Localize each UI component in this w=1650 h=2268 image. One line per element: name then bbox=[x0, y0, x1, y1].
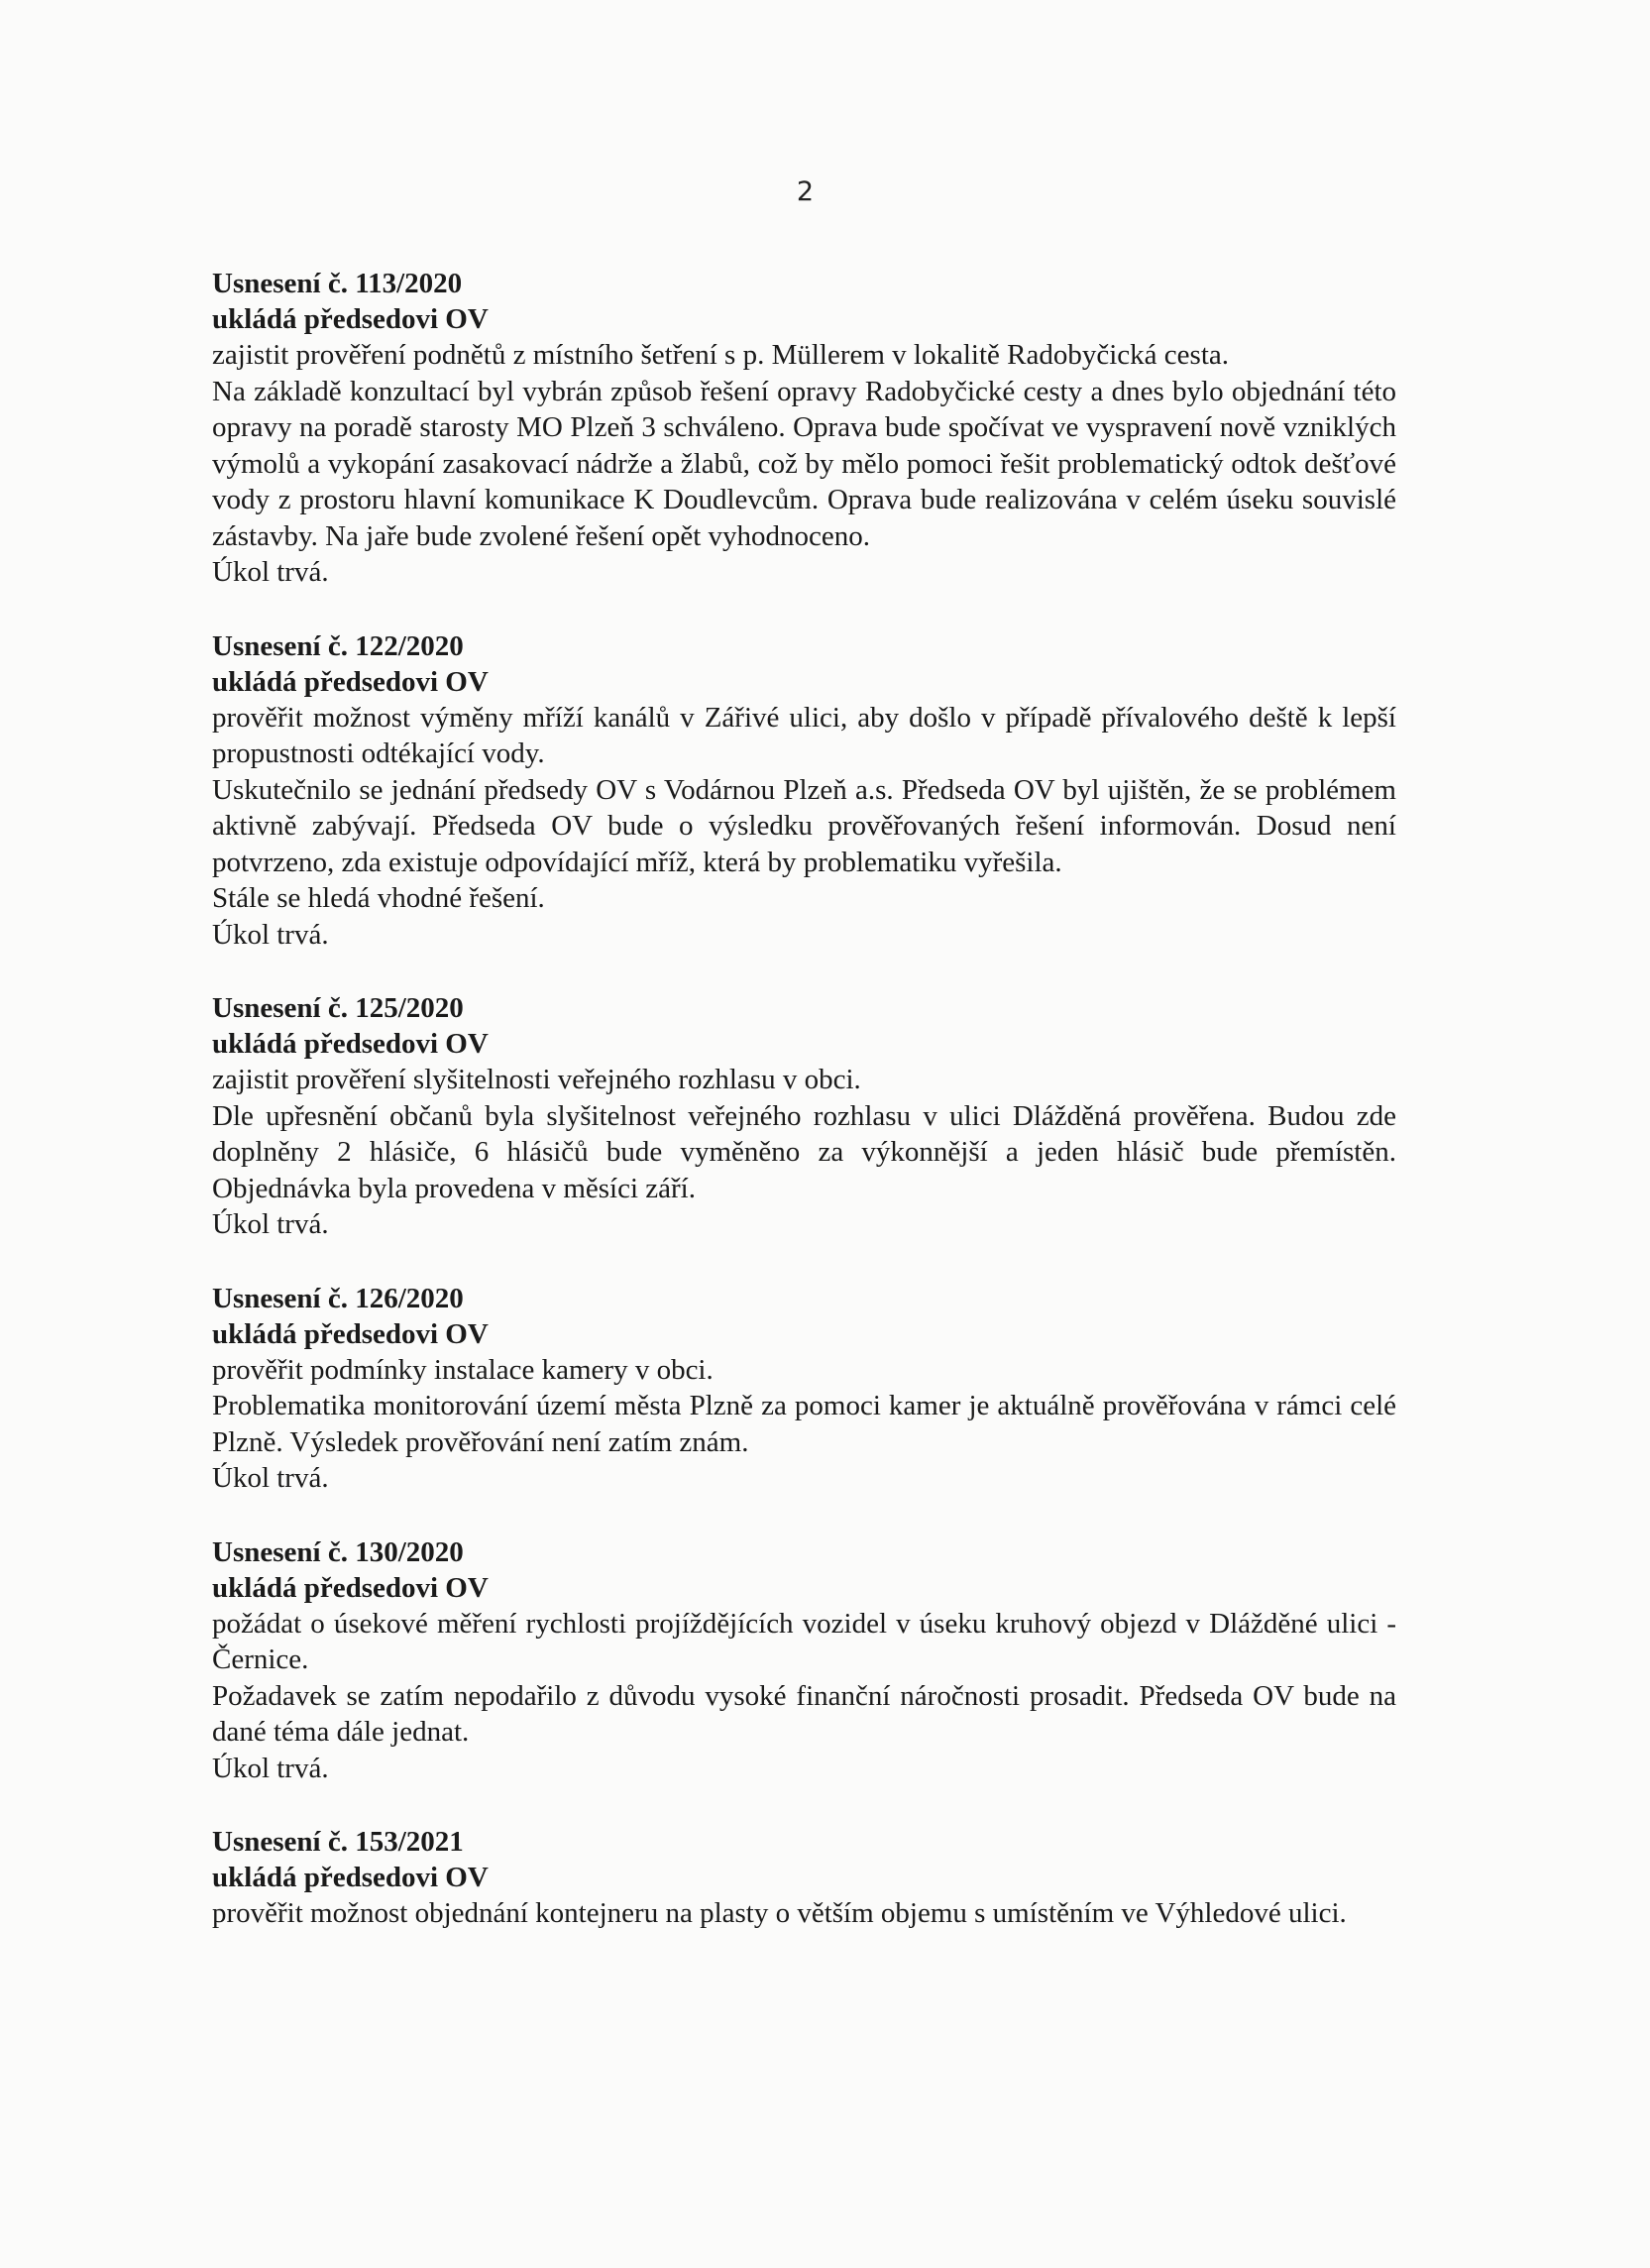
resolution-130-2020 bbox=[212, 1534, 1396, 1787]
resolution-assignee: ukládá předsedovi OV bbox=[212, 1028, 489, 1060]
resolution-state: Úkol trvá. bbox=[212, 1462, 329, 1494]
resolution-status-report: Dle upřesnění občanů byla slyšitelnost veřejného rozhlasu v ulici Dlážděná prověřena. Budou zde doplněny 2 hlásiče, 6 hlásičů bude vyměněno za výkonnější a jeden hlásič bude přemístěn. Objednávka byla provedena v měsíci září. bbox=[212, 1099, 1396, 1204]
resolution-task: prověřit podmínky instalace kamery v obci. bbox=[212, 1353, 714, 1386]
resolution-title: Usnesení č. 130/2020 bbox=[212, 1535, 464, 1568]
resolution-state: Úkol trvá. bbox=[212, 1752, 329, 1784]
resolution-title: Usnesení č. 125/2020 bbox=[212, 992, 464, 1024]
resolution-title: Usnesení č. 122/2020 bbox=[212, 629, 464, 662]
resolution-state: Úkol trvá. bbox=[212, 1208, 329, 1240]
resolution-title: Usnesení č. 113/2020 bbox=[212, 268, 463, 299]
resolution-task: požádat o úsekové měření rychlosti projíždějících vozidel v úseku kruhový objezd v Dlážděné ulici - Černice. bbox=[212, 1607, 1396, 1675]
resolution-task: zajistit prověření podnětů z místního šetření s p. Müllerem v lokalitě Radobyčická cesta. bbox=[212, 339, 1230, 371]
resolution-status-report: Problematika monitorování území města Plzně za pomoci kamer je aktuálně prověřována v rámci celé Plzně. Výsledek prověřování není zatím znám. bbox=[212, 1390, 1396, 1458]
resolution-125-2020 bbox=[212, 990, 1396, 1243]
resolution-task: prověřit možnost výměny mříží kanálů v Zářivé ulici, aby došlo v případě přívalového deště k lepší propustnosti odtékající vody. bbox=[212, 701, 1396, 769]
resolution-153-2021 bbox=[212, 1824, 1396, 1932]
resolution-assignee: ukládá předsedovi OV bbox=[212, 665, 489, 698]
resolution-status-report: Uskutečnilo se jednání předsedy OV s Vodárnou Plzeň a.s. Předseda OV byl ujištěn, že se problémem aktivně zabývají. Předseda OV bude o výsledku prověřovaných řešení informován. Dosud není potvrzeno, zda existuje odpovídající mříž, která by problematiku vyřešila. bbox=[212, 773, 1396, 878]
resolution-assignee: ukládá předsedovi OV bbox=[212, 1862, 489, 1893]
resolution-status-report: Na základě konzultací byl vybrán způsob řešení opravy Radobyčické cesty a dnes bylo objednání této opravy na poradě starosty MO Plzeň 3 schváleno. Oprava bude spočívat ve vyspravení nově vzniklých výmolů a vykopání zasakovací nádrže a žlabů, což by mělo pomoci řešit problematický odtok dešťové vody z prostoru hlavní komunikace K Doudlevcům. Oprava bude realizována v celém úseku souvislé zástavby. Na jaře bude zvolené řešení opět vyhodnoceno. bbox=[212, 375, 1396, 552]
resolution-title: Usnesení č. 126/2020 bbox=[212, 1282, 464, 1314]
resolution-note: Stále se hledá vhodné řešení. bbox=[212, 882, 545, 914]
page-number: 2 bbox=[796, 176, 815, 207]
resolution-task: zajistit prověření slyšitelnosti veřejného rozhlasu v obci. bbox=[212, 1064, 861, 1095]
document-body bbox=[212, 266, 1396, 1970]
resolution-assignee: ukládá předsedovi OV bbox=[212, 1317, 489, 1350]
resolution-state: Úkol trvá. bbox=[212, 918, 329, 951]
resolution-122-2020 bbox=[212, 628, 1396, 954]
resolution-assignee: ukládá předsedovi OV bbox=[212, 303, 489, 335]
resolution-status-report: Požadavek se zatím nepodařilo z důvodu vysoké finanční náročnosti prosadit. Předseda OV bude na dané téma dále jednat. bbox=[212, 1679, 1396, 1748]
resolution-task: prověřit možnost objednání kontejneru na plasty o větším objemu s umístěním ve Výhledové ulici. bbox=[212, 1897, 1347, 1929]
resolution-state: Úkol trvá. bbox=[212, 556, 329, 588]
resolution-assignee: ukládá předsedovi OV bbox=[212, 1571, 489, 1604]
resolution-113-2020 bbox=[212, 266, 1396, 591]
resolution-126-2020 bbox=[212, 1281, 1396, 1497]
resolution-title: Usnesení č. 153/2021 bbox=[212, 1826, 464, 1858]
